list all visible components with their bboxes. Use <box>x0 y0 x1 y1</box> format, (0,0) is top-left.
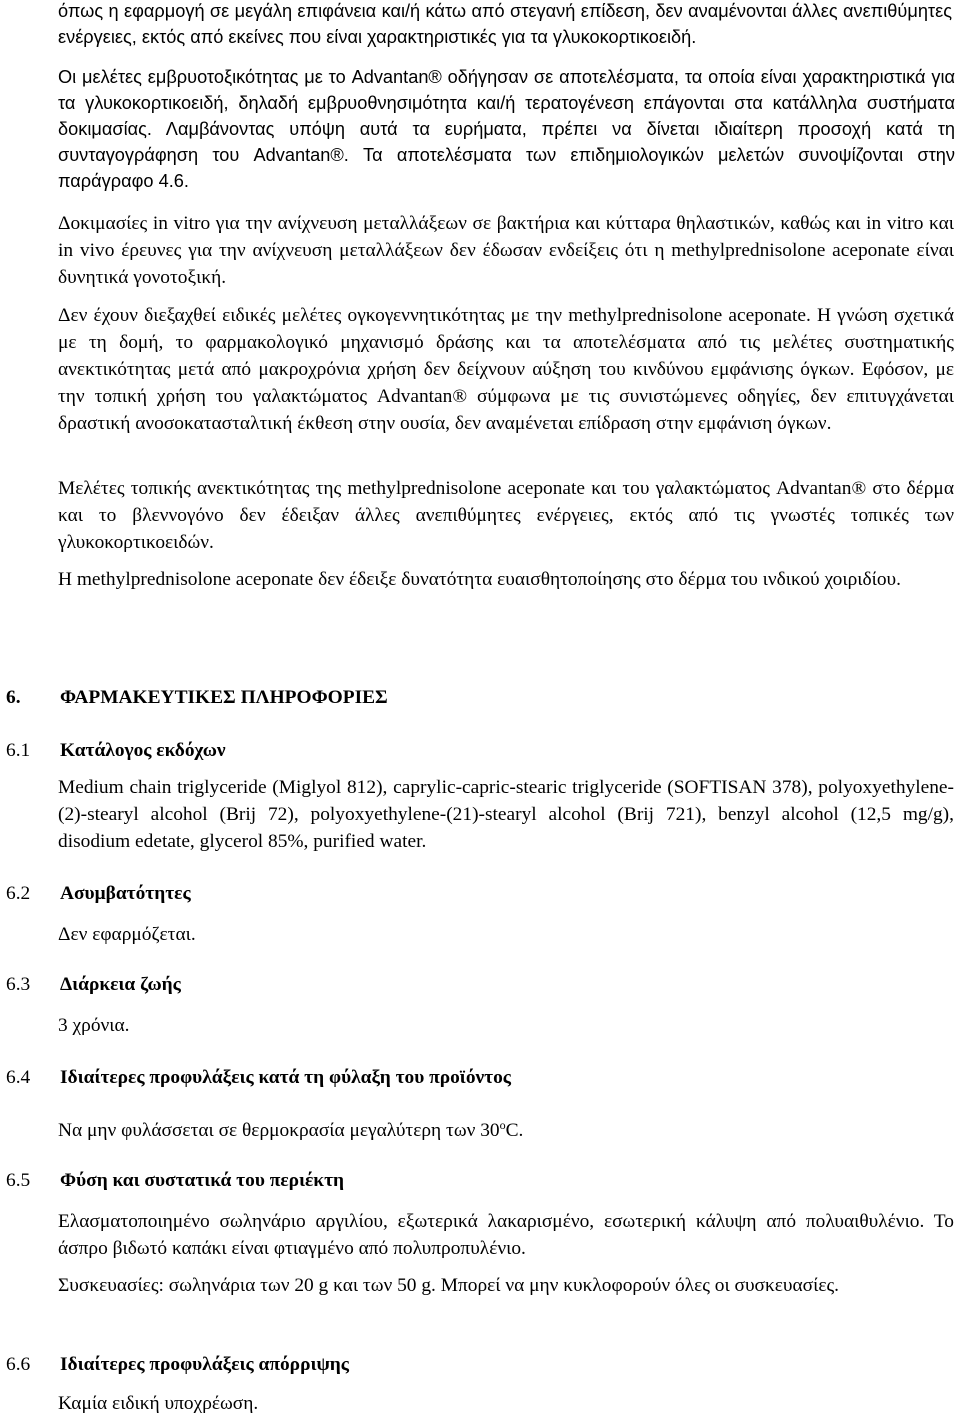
section-title: Διάρκεια ζωής <box>60 974 181 995</box>
shelf-life-text: 3 χρόνια. <box>58 1015 130 1036</box>
section-title: Κατάλογος εκδόχων <box>60 740 226 761</box>
excipients-list: Medium chain triglyceride (Miglyol 812), caprylic-capric-stearic triglyceride (SOFTISAN 378), polyoxyethylene-(2)-stearyl alcohol (Brij 72), polyoxyethylene-(21)-stearyl alcohol (Brij 721), benzyl alcohol (12,5 mg/g), disodium edetate, glycerol 85%, purified water. <box>58 777 954 852</box>
section-6-heading <box>6 684 388 711</box>
degree-superscript: o <box>499 1118 506 1132</box>
section-6-2-heading <box>6 880 191 907</box>
section-number: 6.6 <box>6 1354 31 1375</box>
section-6-1-heading <box>6 737 226 764</box>
paragraph-embryotoxicity: Οι μελέτες εμβρυοτοξικότητας με το Advantan® οδήγησαν σε αποτελέσματα, τα οποία είναι χαρακτηριστικά για τα γλυκοκορτικοειδή, δηλαδή εμβρυοθνησιμότητα και/ή τερατογένεση επάγονται στα κατάλληλα συστήματα δοκιμασίας. Λαμβάνοντας υπόψη αυτά τα ευρήματα, πρέπει να δίνεται ιδιαίτερη προσοχή κατά τη συνταγογράφηση του Advantan®. Τα αποτελέσματα των επιδημιολογικών μελετών συνοψίζονται στην παράγραφο 4.6. <box>58 67 955 191</box>
section-title: Ιδιαίτερες προφυλάξεις απόρριψης <box>60 1354 349 1375</box>
paragraph-local-tolerance: Μελέτες τοπικής ανεκτικότητας της methylprednisolone aceponate και του γαλακτώματος Advantan® στο δέρμα και το βλεννογόνο δεν έδειξαν άλλες ανεπιθύμητες ενέργειες, εκτός από τις γνωστές τοπικές των γλυκοκορτικοειδών. <box>58 478 954 553</box>
section-number: 6.1 <box>6 740 31 761</box>
incompatibilities-text: Δεν εφαρμόζεται. <box>58 924 196 945</box>
section-6-3-heading <box>6 971 181 998</box>
section-title: Ασυμβατότητες <box>60 883 191 904</box>
storage-precautions-text <box>58 1117 954 1144</box>
paragraph-mutagenicity: Δοκιμασίες in vitro για την ανίχνευση μεταλλάξεων σε βακτήρια και κύτταρα θηλαστικών, καθώς και in vitro και in vivo έρευνες για την ανίχνευση μεταλλάξεων δεν έδωσαν ενδείξεις ότι η methylprednisolone aceponate είναι δυνητικά γονοτοξική. <box>58 213 954 288</box>
section-number: 6.5 <box>6 1170 31 1191</box>
section-number: 6.2 <box>6 883 31 904</box>
paragraph-local-application: όπως η εφαρμογή σε μεγάλη επιφάνεια και/ή κάτω από στεγανή επίδεση, δεν αναμένονται άλλες ανεπιθύμητες ενέργειες, εκτός από εκείνες που είναι χαρακτηριστικές για τα γλυκοκορτικοειδή. <box>58 1 952 47</box>
paragraph-sensitization: Η methylprednisolone aceponate δεν έδειξε δυνατότητα ευαισθητοποίησης στο δέρμα του ινδικού χοιριδίου. <box>58 569 901 590</box>
pack-sizes-text: Συσκευασίες: σωληνάρια των 20 g και των 50 g. Μπορεί να μην κυκλοφορούν όλες οι συσκευασίες. <box>58 1275 840 1296</box>
disposal-text: Καμία ειδική υποχρέωση. <box>58 1393 259 1414</box>
section-title: ΦΑΡΜΑΚΕΥΤΙΚΕΣ ΠΛΗΡΟΦΟΡΙΕΣ <box>60 687 388 708</box>
section-title: Ιδιαίτερες προφυλάξεις κατά τη φύλαξη του προϊόντος <box>60 1067 511 1088</box>
section-6-6-heading <box>6 1351 349 1378</box>
storage-text-after: C. <box>505 1120 524 1141</box>
section-6-5-heading <box>6 1167 344 1194</box>
container-description: Ελασματοποιημένο σωληνάριο αργιλίου, εξωτερικά λακαρισμένο, εσωτερική κάλυψη από πολυαιθυλένιο. Το άσπρο βιδωτό καπάκι είναι φτιαγμένο από πολυπροπυλένιο. <box>58 1211 954 1259</box>
section-6-4-heading <box>6 1064 511 1091</box>
section-number: 6. <box>6 687 21 708</box>
section-title: Φύση και συστατικά του περιέκτη <box>60 1170 345 1191</box>
section-number: 6.3 <box>6 974 31 995</box>
paragraph-carcinogenicity: Δεν έχουν διεξαχθεί ειδικές μελέτες ογκογεννητικότητας με την methylprednisolone aceponate. Η γνώση σχετικά με τη δομή, το φαρμακολογικό μηχανισμό δράσης και τα αποτελέσματα από τις μελέτες συστηματικής ανεκτικότητας μετά από μακροχρόνια χρήση δεν δείχνουν αύξηση του κινδύνου εμφάνισης όγκων. Εφόσον, με την τοπική χρήση του γαλακτώματος Advantan® σύμφωνα με τις συνιστώμενες οδηγίες, δεν επιτυγχάνεται δραστική ανοσοκατασταλτική έκθεση στην ουσία, δεν αναμένεται επίδραση στην εμφάνιση όγκων. <box>58 305 954 434</box>
section-number: 6.4 <box>6 1067 31 1088</box>
storage-text-before: Να μην φυλάσσεται σε θερμοκρασία μεγαλύτερη των 30 <box>58 1120 500 1141</box>
